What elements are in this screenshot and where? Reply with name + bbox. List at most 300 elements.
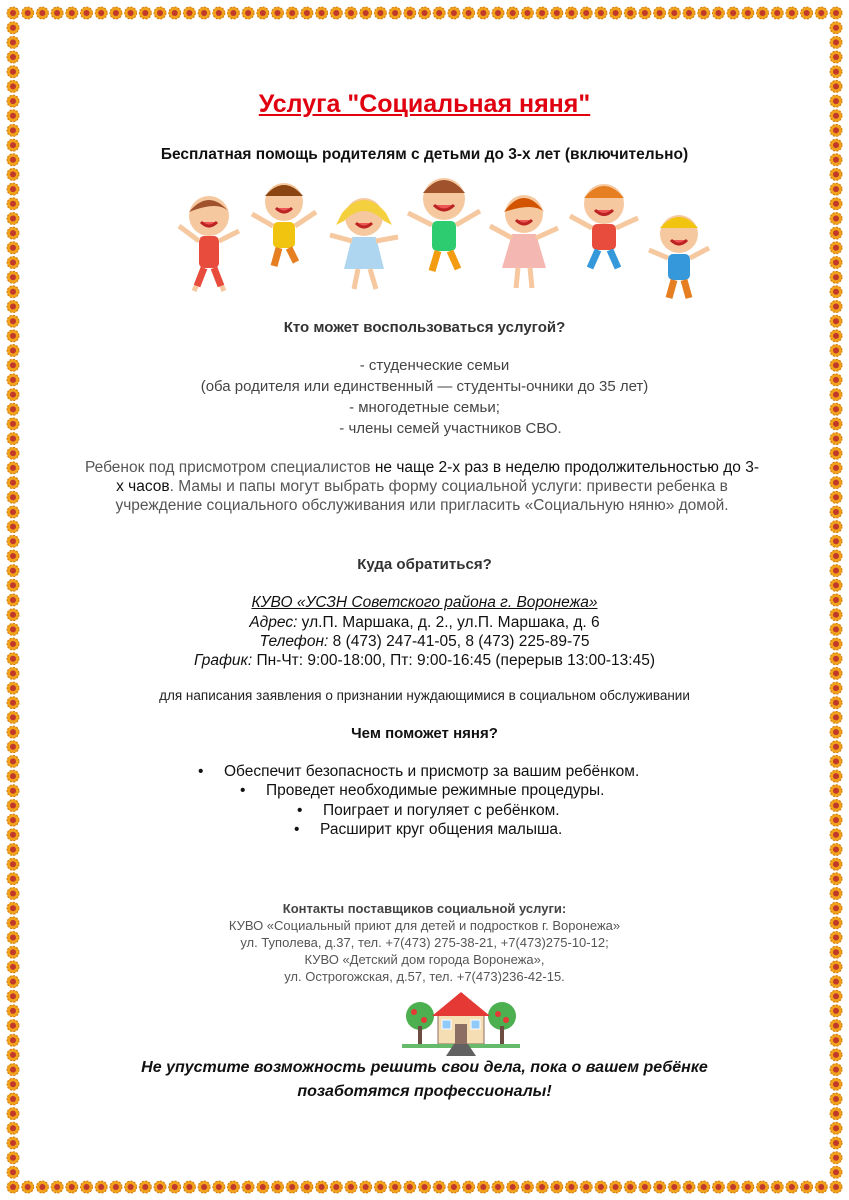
sunflower-icon <box>536 7 548 19</box>
sunflower-icon <box>242 1181 254 1193</box>
sunflower-icon <box>830 389 842 401</box>
sunflower-icon <box>639 1181 651 1193</box>
sunflower-icon <box>183 1181 195 1193</box>
sunflower-icon <box>330 1181 342 1193</box>
sunflower-icon <box>7 374 19 386</box>
sunflower-icon <box>7 609 19 621</box>
sunflower-icon <box>830 227 842 239</box>
sunflower-icon <box>492 7 504 19</box>
sunflower-icon <box>7 976 19 988</box>
sunflower-icon <box>830 711 842 723</box>
sunflower-icon <box>139 7 151 19</box>
sunflower-icon <box>830 124 842 136</box>
sunflower-icon <box>830 462 842 474</box>
sunflower-icon <box>7 1108 19 1120</box>
sunflower-icon <box>7 1020 19 1032</box>
sunflower-icon <box>7 1122 19 1134</box>
sunflower-icon <box>7 829 19 841</box>
sunflower-icon <box>830 301 842 313</box>
sunflower-icon <box>433 7 445 19</box>
who-line-large-families: - многодетные семьи; <box>349 399 500 416</box>
sunflower-icon <box>727 7 739 19</box>
sunflower-icon <box>7 1166 19 1178</box>
sunflower-icon <box>830 1108 842 1120</box>
sunflower-icon <box>7 95 19 107</box>
sunflower-icon <box>169 7 181 19</box>
sunflower-icon <box>830 433 842 445</box>
sunflower-icon <box>7 770 19 782</box>
sunflower-icon <box>830 36 842 48</box>
sunflower-icon <box>654 1181 666 1193</box>
list-item: • Проведет необходимые режимные процедуры. <box>266 782 604 800</box>
sunflower-icon <box>7 990 19 1002</box>
sunflower-icon <box>169 1181 181 1193</box>
provider-line: КУВО «Детский дом города Воронежа», <box>304 952 545 967</box>
sunflower-icon <box>830 800 842 812</box>
sunflower-icon <box>7 814 19 826</box>
sunflower-icon <box>507 7 519 19</box>
sunflower-icon <box>7 711 19 723</box>
sunflower-icon <box>198 1181 210 1193</box>
sunflower-icon <box>404 1181 416 1193</box>
sunflower-icon <box>22 1181 34 1193</box>
sunflower-icon <box>66 1181 78 1193</box>
sunflower-icon <box>639 7 651 19</box>
sunflower-icon <box>566 1181 578 1193</box>
sunflower-icon <box>360 7 372 19</box>
sunflower-icon <box>110 7 122 19</box>
sunflower-icon <box>566 7 578 19</box>
jumping-kids-illustration <box>174 176 722 306</box>
sunflower-icon <box>830 902 842 914</box>
sunflower-icon <box>830 565 842 577</box>
providers-block <box>52 900 797 985</box>
providers-heading: Контакты поставщиков социальной услуги: <box>282 901 567 916</box>
sunflower-icon <box>7 1078 19 1090</box>
sunflower-icon <box>154 1181 166 1193</box>
sunflower-icon <box>830 1005 842 1017</box>
sunflower-icon <box>830 990 842 1002</box>
sunflower-icon <box>830 682 842 694</box>
sunflower-icon <box>727 1181 739 1193</box>
sunflower-icon <box>36 7 48 19</box>
sunflower-icon <box>7 506 19 518</box>
sunflower-icon <box>110 1181 122 1193</box>
sunflower-icon <box>7 638 19 650</box>
sunflower-icon <box>448 7 460 19</box>
sunflower-icon <box>830 1020 842 1032</box>
sunflower-icon <box>7 594 19 606</box>
sunflower-icon <box>183 7 195 19</box>
sunflower-icon <box>125 1181 137 1193</box>
sunflower-icon <box>830 22 842 34</box>
sunflower-icon <box>668 1181 680 1193</box>
sunflower-icon <box>7 579 19 591</box>
sunflower-icon <box>433 1181 445 1193</box>
sunflower-icon <box>830 638 842 650</box>
sunflower-icon <box>830 213 842 225</box>
sunflower-icon <box>830 946 842 958</box>
sunflower-icon <box>7 726 19 738</box>
sunflower-icon <box>830 785 842 797</box>
sunflower-icon <box>830 829 842 841</box>
sunflower-icon <box>830 286 842 298</box>
sunflower-icon <box>830 183 842 195</box>
sunflower-icon <box>7 682 19 694</box>
sunflower-icon <box>7 1093 19 1105</box>
sunflower-icon <box>7 1181 19 1193</box>
sunflower-icon <box>272 7 284 19</box>
sunflower-icon <box>830 550 842 562</box>
sunflower-icon <box>7 1034 19 1046</box>
provider-line: ул. Туполева, д.37, тел. +7(473) 275-38-21, +7(473)275-10-12; <box>240 935 609 950</box>
sunflower-icon <box>213 7 225 19</box>
sunflower-icon <box>492 1181 504 1193</box>
sunflower-icon <box>257 7 269 19</box>
sunflower-icon <box>830 623 842 635</box>
sunflower-icon <box>521 1181 533 1193</box>
sunflower-icon <box>683 7 695 19</box>
sunflower-icon <box>463 7 475 19</box>
sunflower-icon <box>7 477 19 489</box>
sunflower-icon <box>7 961 19 973</box>
sunflower-icon <box>830 359 842 371</box>
sunflower-icon <box>830 168 842 180</box>
sunflower-icon <box>830 80 842 92</box>
sunflower-icon <box>316 1181 328 1193</box>
sunflower-icon <box>198 7 210 19</box>
sunflower-icon <box>7 1049 19 1061</box>
sunflower-icon <box>7 873 19 885</box>
sunflower-icon <box>213 1181 225 1193</box>
sunflower-icon <box>7 22 19 34</box>
sunflower-icon <box>742 1181 754 1193</box>
sunflower-icon <box>830 418 842 430</box>
sunflower-icon <box>830 95 842 107</box>
sunflower-icon <box>830 653 842 665</box>
sunflower-icon <box>374 1181 386 1193</box>
help-heading: Чем поможет няня? <box>351 725 498 742</box>
sunflower-icon <box>66 7 78 19</box>
sunflower-icon <box>7 858 19 870</box>
sunflower-icon <box>7 389 19 401</box>
sunflower-icon <box>815 1181 827 1193</box>
house-illustration <box>402 986 520 1056</box>
sunflower-icon <box>595 7 607 19</box>
sunflower-icon <box>95 1181 107 1193</box>
sunflower-icon <box>595 1181 607 1193</box>
sunflower-icon <box>7 697 19 709</box>
sunflower-icon <box>7 623 19 635</box>
sunflower-icon <box>830 154 842 166</box>
schedule-line: График: Пн-Чт: 9:00-18:00, Пт: 9:00-16:45 (перерыв 13:00-13:45) <box>193 652 656 669</box>
sunflower-icon <box>830 1078 842 1090</box>
sunflower-icon <box>830 535 842 547</box>
where-heading: Куда обратиться? <box>357 556 492 573</box>
sunflower-icon <box>81 1181 93 1193</box>
sunflower-icon <box>477 7 489 19</box>
sunflower-icon <box>830 976 842 988</box>
sunflower-icon <box>139 1181 151 1193</box>
sunflower-icon <box>771 1181 783 1193</box>
sunflower-icon <box>830 1137 842 1149</box>
sunflower-icon <box>830 961 842 973</box>
sunflower-icon <box>7 257 19 269</box>
sunflower-icon <box>36 1181 48 1193</box>
sunflower-icon <box>316 7 328 19</box>
sunflower-icon <box>830 257 842 269</box>
sunflower-icon <box>830 139 842 151</box>
sunflower-icon <box>7 315 19 327</box>
sunflower-icon <box>801 1181 813 1193</box>
list-item: • Обеспечит безопасность и присмотр за вашим ребёнком. <box>224 763 639 781</box>
sunflower-icon <box>7 80 19 92</box>
sunflower-icon <box>830 110 842 122</box>
sunflower-icon <box>683 1181 695 1193</box>
sunflower-icon <box>830 814 842 826</box>
sunflower-icon <box>712 1181 724 1193</box>
who-line-students-note: (оба родителя или единственный — студенты-очники до 35 лет) <box>200 378 649 395</box>
sunflower-icon <box>7 1005 19 1017</box>
sunflower-icon <box>830 888 842 900</box>
sunflower-icon <box>536 1181 548 1193</box>
sunflower-icon <box>7 242 19 254</box>
sunflower-icon <box>580 7 592 19</box>
sunflower-icon <box>830 1064 842 1076</box>
sunflower-icon <box>7 902 19 914</box>
sunflower-icon <box>7 1137 19 1149</box>
sunflower-icon <box>7 1152 19 1164</box>
sunflower-icon <box>507 1181 519 1193</box>
who-line-svo-families: - члены семей участников СВО. <box>339 420 562 437</box>
sunflower-icon <box>830 477 842 489</box>
sunflower-icon <box>7 535 19 547</box>
sunflower-icon <box>830 1122 842 1134</box>
sunflower-icon <box>7 139 19 151</box>
service-description: Ребенок под присмотром специалистов не чаще 2-х раз в неделю продолжительностью до 3-х часов. Мамы и папы могут выбрать форму социальной услуги: привести ребенка в учреждение социального обслуживания или пригласить «Социальную няню» домой. <box>85 459 759 514</box>
sunflower-icon <box>830 1152 842 1164</box>
sunflower-icon <box>7 330 19 342</box>
sunflower-icon <box>830 374 842 386</box>
sunflower-icon <box>95 7 107 19</box>
flyer <box>52 40 797 1150</box>
sunflower-icon <box>830 51 842 63</box>
sunflower-icon <box>654 7 666 19</box>
sunflower-icon <box>830 579 842 591</box>
page-subtitle: Бесплатная помощь родителям с детьми до 3-х лет (включительно) <box>160 146 689 163</box>
sunflower-icon <box>257 1181 269 1193</box>
sunflower-icon <box>345 1181 357 1193</box>
sunflower-icon <box>360 1181 372 1193</box>
sunflower-icon <box>389 7 401 19</box>
sunflower-icon <box>830 667 842 679</box>
sunflower-icon <box>830 271 842 283</box>
sunflower-icon <box>7 565 19 577</box>
sunflower-icon <box>830 609 842 621</box>
sunflower-icon <box>51 1181 63 1193</box>
sunflower-icon <box>830 770 842 782</box>
phone-line: Телефон: 8 (473) 247-41-05, 8 (473) 225-89-75 <box>259 633 590 650</box>
who-heading: Кто может воспользоваться услугой? <box>283 319 566 336</box>
sunflower-icon <box>830 7 842 19</box>
sunflower-icon <box>7 741 19 753</box>
sunflower-icon <box>374 7 386 19</box>
sunflower-icon <box>7 183 19 195</box>
sunflower-icon <box>7 917 19 929</box>
sunflower-icon <box>22 7 34 19</box>
sunflower-icon <box>286 7 298 19</box>
sunflower-icon <box>389 1181 401 1193</box>
sunflower-icon <box>830 917 842 929</box>
sunflower-icon <box>757 1181 769 1193</box>
sunflower-icon <box>712 7 724 19</box>
sunflower-icon <box>301 1181 313 1193</box>
sunflower-icon <box>7 521 19 533</box>
sunflower-icon <box>830 447 842 459</box>
application-note: для написания заявления о признании нуждающимися в социальном обслуживании <box>159 688 690 703</box>
sunflower-icon <box>830 741 842 753</box>
sunflower-icon <box>610 7 622 19</box>
sunflower-icon <box>668 7 680 19</box>
page-title: Услуга "Социальная няня" <box>258 90 591 118</box>
sunflower-icon <box>7 154 19 166</box>
sunflower-icon <box>830 403 842 415</box>
frequency-highlight: не чаще 2-х раз в неделю продолжительностью до 3-х часов <box>116 459 759 495</box>
sunflower-icon <box>7 491 19 503</box>
sunflower-icon <box>610 1181 622 1193</box>
sunflower-icon <box>786 1181 798 1193</box>
address-line: Адрес: ул.П. Маршака, д. 2., ул.П. Маршака, д. 6 <box>249 614 600 631</box>
sunflower-icon <box>830 491 842 503</box>
sunflower-icon <box>801 7 813 19</box>
sunflower-icon <box>830 1049 842 1061</box>
sunflower-icon <box>7 271 19 283</box>
sunflower-icon <box>830 844 842 856</box>
sunflower-icon <box>272 1181 284 1193</box>
sunflower-icon <box>830 330 842 342</box>
sunflower-icon <box>448 1181 460 1193</box>
sunflower-icon <box>7 345 19 357</box>
sunflower-icon <box>7 653 19 665</box>
sunflower-icon <box>7 36 19 48</box>
sunflower-icon <box>330 7 342 19</box>
sunflower-icon <box>551 1181 563 1193</box>
sunflower-icon <box>227 7 239 19</box>
sunflower-icon <box>830 697 842 709</box>
sunflower-icon <box>830 66 842 78</box>
sunflower-icon <box>7 301 19 313</box>
provider-line: КУВО «Социальный приют для детей и подростков г. Воронежа» <box>228 918 621 933</box>
sunflower-icon <box>7 51 19 63</box>
sunflower-icon <box>419 7 431 19</box>
sunflower-icon <box>7 359 19 371</box>
sunflower-icon <box>7 1064 19 1076</box>
sunflower-icon <box>345 7 357 19</box>
sunflower-icon <box>830 1181 842 1193</box>
sunflower-icon <box>830 198 842 210</box>
sunflower-icon <box>477 1181 489 1193</box>
sunflower-icon <box>7 433 19 445</box>
sunflower-icon <box>7 7 19 19</box>
sunflower-icon <box>81 7 93 19</box>
sunflower-icon <box>7 888 19 900</box>
sunflower-icon <box>154 7 166 19</box>
sunflower-icon <box>830 1093 842 1105</box>
sunflower-icon <box>7 755 19 767</box>
sunflower-icon <box>404 7 416 19</box>
closing-slogan: Не упустите возможность решить свои дела, пока о вашем ребёнке позаботятся профессионалы! <box>141 1059 708 1100</box>
sunflower-icon <box>624 1181 636 1193</box>
sunflower-icon <box>830 755 842 767</box>
sunflower-icon <box>815 7 827 19</box>
sunflower-icon <box>830 315 842 327</box>
sunflower-icon <box>830 242 842 254</box>
sunflower-icon <box>698 7 710 19</box>
sunflower-icon <box>7 462 19 474</box>
sunflower-icon <box>830 1166 842 1178</box>
sunflower-icon <box>7 785 19 797</box>
who-line-students: - студенческие семьи <box>359 357 510 374</box>
sunflower-icon <box>771 7 783 19</box>
sunflower-icon <box>521 7 533 19</box>
sunflower-icon <box>7 550 19 562</box>
sunflower-icon <box>7 418 19 430</box>
sunflower-icon <box>580 1181 592 1193</box>
sunflower-icon <box>7 800 19 812</box>
sunflower-icon <box>7 844 19 856</box>
sunflower-icon <box>830 873 842 885</box>
sunflower-icon <box>551 7 563 19</box>
sunflower-icon <box>830 506 842 518</box>
sunflower-icon <box>463 1181 475 1193</box>
sunflower-icon <box>757 7 769 19</box>
org-name: КУВО «УСЗН Советского района г. Воронежа» <box>251 594 598 611</box>
sunflower-icon <box>7 946 19 958</box>
sunflower-icon <box>7 932 19 944</box>
sunflower-icon <box>7 213 19 225</box>
sunflower-icon <box>830 932 842 944</box>
sunflower-icon <box>7 198 19 210</box>
sunflower-icon <box>7 66 19 78</box>
sunflower-icon <box>7 447 19 459</box>
sunflower-icon <box>419 1181 431 1193</box>
sunflower-icon <box>227 1181 239 1193</box>
sunflower-icon <box>7 110 19 122</box>
sunflower-icon <box>7 286 19 298</box>
sunflower-icon <box>125 7 137 19</box>
sunflower-icon <box>830 345 842 357</box>
sunflower-icon <box>286 1181 298 1193</box>
sunflower-icon <box>7 227 19 239</box>
sunflower-icon <box>242 7 254 19</box>
sunflower-icon <box>830 521 842 533</box>
list-item: • Поиграет и погуляет с ребёнком. <box>323 802 560 820</box>
sunflower-icon <box>830 726 842 738</box>
provider-line: ул. Острогожская, д.57, тел. +7(473)236-42-15. <box>284 969 565 984</box>
sunflower-icon <box>742 7 754 19</box>
sunflower-icon <box>7 403 19 415</box>
list-item: • Расширит круг общения малыша. <box>320 821 562 839</box>
sunflower-icon <box>51 7 63 19</box>
sunflower-icon <box>7 168 19 180</box>
sunflower-icon <box>624 7 636 19</box>
sunflower-icon <box>786 7 798 19</box>
sunflower-icon <box>830 858 842 870</box>
sunflower-icon <box>301 7 313 19</box>
sunflower-icon <box>7 124 19 136</box>
sunflower-icon <box>698 1181 710 1193</box>
sunflower-icon <box>830 1034 842 1046</box>
